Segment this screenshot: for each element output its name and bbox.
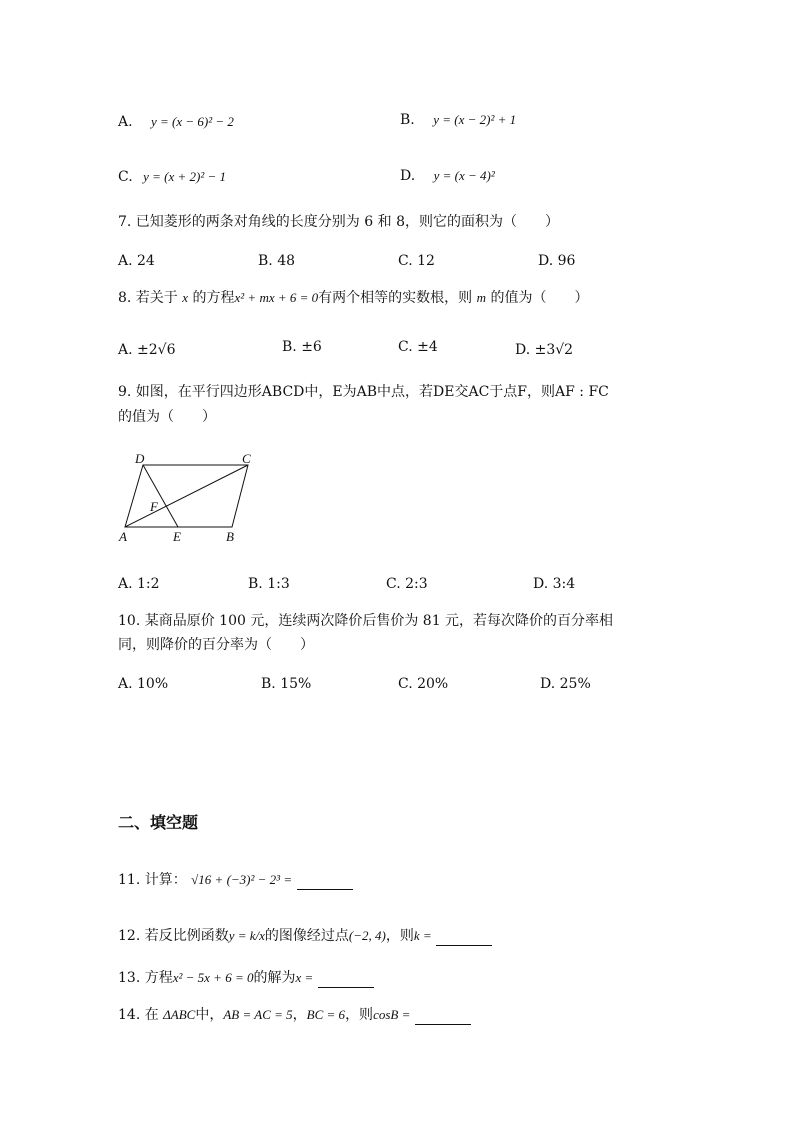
q13-suffix: 的解为 xyxy=(253,970,296,986)
q12-suffix: ，则 xyxy=(385,928,414,944)
q14-suffix: ，则 xyxy=(345,1007,374,1023)
label-e: E xyxy=(173,529,181,544)
variable: x xyxy=(182,290,189,305)
q7-option-d: D. 96 xyxy=(538,253,576,269)
q6-option-a xyxy=(118,112,234,132)
label-b: B xyxy=(226,529,234,544)
segment-de xyxy=(143,465,178,527)
diagonal-ac xyxy=(125,465,248,527)
q10-option-b: B. 15% xyxy=(261,676,312,692)
option-expression: y = (x − 2)² + 1 xyxy=(433,112,517,127)
option-expression: y = (x − 6)² − 2 xyxy=(151,114,234,129)
q6-option-b xyxy=(400,110,516,130)
q13-prefix: 13. 方程 xyxy=(118,970,173,986)
q11-expression: √16 + (−3)² − 2³ = xyxy=(191,872,293,887)
label-d: D xyxy=(135,451,145,466)
q8-option-c: C. ±4 xyxy=(398,339,438,355)
q12-prefix: 12. 若反比例函数 xyxy=(118,928,229,944)
option-label: B. xyxy=(400,112,415,128)
equation: x² + mx + 6 = 0 xyxy=(234,290,319,305)
option-expression: y = (x − 4)² xyxy=(433,168,495,183)
option-label: A. xyxy=(118,114,133,130)
answer-blank xyxy=(318,973,374,988)
option-expression: y = (x + 2)² − 1 xyxy=(143,169,227,184)
q14-condition-1: AB = AC = 5 xyxy=(223,1007,293,1022)
q9-option-b: B. 1:3 xyxy=(248,576,290,592)
q8-option-a: A. ±2√6 xyxy=(118,342,176,358)
q13-equation: x² − 5x + 6 = 0 xyxy=(172,970,254,985)
q10-option-d: D. 25% xyxy=(540,676,591,692)
q7-stem: 7. 已知菱形的两条对角线的长度分别为 6 和 8，则它的面积为（ ） xyxy=(118,214,559,230)
q8-stem xyxy=(118,288,588,308)
label-c: C xyxy=(242,451,251,466)
option-label: C. xyxy=(118,169,133,185)
q11-prefix: 11. 计算： xyxy=(118,872,187,888)
q14 xyxy=(118,1005,471,1025)
q14-prefix: 14. 在 xyxy=(118,1007,159,1023)
q6-option-d xyxy=(400,166,495,186)
q10-stem-line2: 同，则降价的百分率为（ ） xyxy=(118,637,314,653)
q12-mid: 的图像经过点 xyxy=(264,928,349,944)
q10-option-a: A. 10% xyxy=(118,676,169,692)
q7-option-b: B. 48 xyxy=(258,253,296,269)
q10-option-c: C. 20% xyxy=(398,676,449,692)
option-label: D. xyxy=(400,168,416,184)
q7-option-c: C. 12 xyxy=(398,253,435,269)
q12-ask: k = xyxy=(413,928,432,943)
q9-option-a: A. 1:2 xyxy=(118,576,160,592)
q8-option-b: B. ±6 xyxy=(282,339,322,355)
stem-text: 的方程 xyxy=(192,290,235,306)
stem-text: 有两个相等的实数根，则 xyxy=(318,290,473,306)
q8-option-d: D. ±3√2 xyxy=(515,342,574,358)
q11 xyxy=(118,870,353,890)
label-f: F xyxy=(150,499,158,514)
q9-option-d: D. 3:4 xyxy=(533,576,576,592)
parallelogram-figure xyxy=(115,450,260,545)
stem-text: 8. 若关于 xyxy=(118,290,178,306)
variable: m xyxy=(476,290,486,305)
label-a: A xyxy=(119,529,127,544)
q13 xyxy=(118,968,374,988)
q9-stem-line2: 的值为（ ） xyxy=(118,409,216,425)
q14-ask: cosB = xyxy=(373,1007,411,1022)
q14-condition-2: BC = 6 xyxy=(306,1007,346,1022)
q14-separator: ， xyxy=(292,1007,307,1023)
q12-point: (−2, 4) xyxy=(348,928,386,943)
q14-triangle: ΔABC xyxy=(163,1007,196,1022)
answer-blank xyxy=(436,931,492,946)
answer-blank xyxy=(415,1010,471,1025)
q6-option-c xyxy=(118,167,226,187)
q13-ask: x = xyxy=(295,970,314,985)
q14-mid: 中， xyxy=(195,1007,224,1023)
q12 xyxy=(118,926,492,946)
q9-stem-line1: 9. 如图，在平行四边形ABCD中，E为AB中点，若DE交AC于点F，则AF : FC xyxy=(118,384,609,400)
answer-blank xyxy=(297,875,353,890)
q12-function: y = k/x xyxy=(228,928,265,943)
stem-text: 的值为（ ） xyxy=(490,290,589,306)
q9-option-c: C. 2:3 xyxy=(386,576,428,592)
section-heading: 二、填空题 xyxy=(118,813,199,832)
q7-option-a: A. 24 xyxy=(118,253,155,269)
q10-stem-line1: 10. 某商品原价 100 元，连续两次降价后售价为 81 元，若每次降价的百分率相 xyxy=(118,613,614,629)
